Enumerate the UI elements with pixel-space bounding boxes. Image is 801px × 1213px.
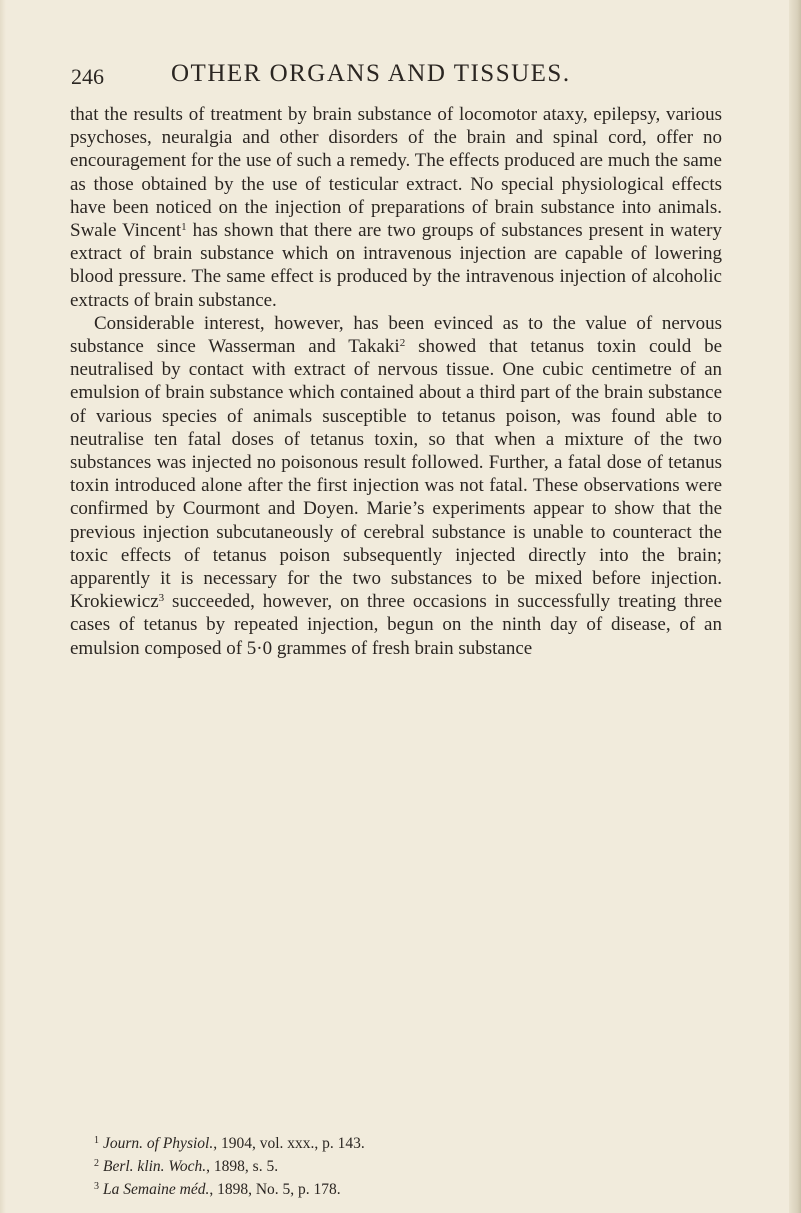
footnote-2	[94, 1154, 714, 1177]
footnote-3	[94, 1177, 714, 1200]
footnotes	[94, 1131, 714, 1200]
footnote-ref-3: 3	[158, 592, 165, 605]
page-number: 246	[71, 64, 104, 89]
paragraph-1	[70, 103, 722, 312]
footnote-ref-2: 2	[399, 337, 406, 350]
footnote-1-title: Journ. of Physiol.	[103, 1135, 214, 1152]
paragraph-1-part-2: has shown that there are two groups of substances present in watery extract of brain substance which on intravenous injection are capable of lowering blood pressure. The same effect is produced by the intravenous injection of alcoholic extracts of brain substance.	[70, 220, 723, 311]
page-edge-shadow	[789, 0, 801, 1213]
footnote-3-citation: , 1898, No. 5, p. 178.	[209, 1181, 341, 1198]
paragraph-2-part-2: showed that tetanus toxin could be neutralised by contact with extract of nervous tissue. One cubic centimetre of an emulsion of brain substance which contained about a third part of the brain substance of various species of animals susceptible to tetanus poison, was found able to neutralise ten fatal doses of tetanus toxin, so that when a mixture of the two substances was injected no poisonous result followed. Further, a fatal dose of tetanus toxin introduced alone after the first injection was not fatal. These observations were confirmed by Courmont and Doyen. Marie’s experiments appear to show that the previous injection subcutaneously of cerebral substance is unable to counteract the toxic effects of tetanus poison subsequently injected directly into the brain; apparently it is necessary for the two substances to be mixed before injection. Krokiewicz	[70, 336, 722, 613]
paragraph-1-part-1: that the results of treatment by brain substance of locomotor ataxy, epilepsy, various psychoses, neuralgia and other disorders of the brain and spinal cord, offer no encouragement for the use of such a remedy. The effects produced are much the same as those obtained by the use of testicular extract. No special physiological effects have been noticed on the injection of preparations of brain substance into animals. Swale Vincent	[70, 104, 722, 242]
footnote-1	[94, 1131, 714, 1154]
running-head: OTHER ORGANS AND TISSUES.	[171, 60, 571, 87]
footnote-2-mark: 2	[94, 1158, 99, 1169]
page-header	[71, 60, 731, 94]
footnote-3-mark: 3	[94, 1181, 99, 1192]
footnote-1-citation: , 1904, vol. xxx., p. 143.	[213, 1135, 365, 1152]
footnote-2-title: Berl. klin. Woch.	[103, 1158, 207, 1175]
paragraph-2-part-1: Considerable interest, however, has been evinced as to the value of nervous substance since Wasserman and Takaki	[70, 312, 722, 358]
paragraph-2	[70, 312, 722, 660]
footnote-ref-1: 1	[181, 221, 187, 234]
footnote-3-title: La Semaine méd.	[103, 1181, 210, 1198]
body-text	[70, 103, 722, 660]
footnote-2-citation: , 1898, s. 5.	[206, 1158, 279, 1175]
paragraph-2-part-3: succeeded, however, on three occasions in successfully treating three cases of tetanus by repeated injection, begun on the ninth day of disease, of an emulsion composed of 5·0 grammes of fresh brain substance	[70, 591, 722, 659]
page-spine	[0, 0, 6, 1213]
footnote-1-mark: 1	[94, 1135, 99, 1146]
